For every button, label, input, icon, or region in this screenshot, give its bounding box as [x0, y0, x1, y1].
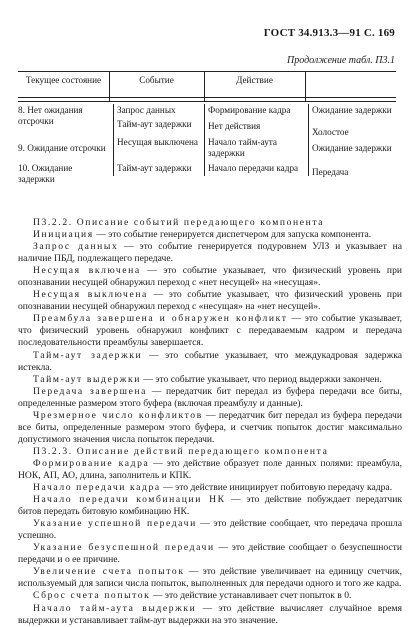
- table-cell-next: Передача: [312, 167, 349, 177]
- paragraph: Запрос данных — это событие генерируется подуровнем УЛЗ и указывает на наличие ПБД, подлежащего передаче.: [18, 241, 403, 265]
- table-cell-next: Ожидание задержки: [312, 143, 392, 153]
- table-cell-event: Тайм-аут задержки: [117, 163, 192, 173]
- paragraph: Передача завершена — передатчик бит передал из буфера передачи все биты, определенные размером этого буфера (включая преамбулу и данные).: [18, 385, 402, 409]
- table-cell-next: Ожидание задержки: [312, 105, 392, 115]
- table-cell-event: Несущая выключена: [117, 137, 198, 147]
- table-cell-event: Запрос данных: [117, 105, 176, 115]
- column-header: Текущее состояние: [25, 75, 102, 85]
- paragraph: Указание успешной передачи — это действие сообщает, что передача прошла успешно.: [18, 518, 402, 542]
- paragraph: Сброс счета попыток — это действие устанавливает счет попыток в 0.: [33, 590, 352, 602]
- paragraph: Увеличение счета попыток — это действие увеличивает на единицу счетчик, используемый для записи числа попыток, выполненных для передачи одного и того же кадра.: [18, 566, 402, 590]
- paragraph: Начало тайм-аута выдержки — это действие вычисляет случайное время выдержки и устанавливает тайм-аут выдержки на это значение.: [18, 602, 402, 626]
- paragraph: П3.2.2. Описание событий передающего компонента: [33, 217, 325, 228]
- table-cell-state: 10. Ожидание задержки: [18, 163, 73, 184]
- paragraph: Несущая выключена — это событие указывает, что физический уровень при опознавании несущей обнаружил переход с «несущая» на «нет несущей».: [18, 289, 402, 313]
- paragraph: П3.2.3. Описание действий передающего компонента: [33, 445, 329, 457]
- table-cell-action: Формирование кадра: [208, 105, 291, 115]
- table-cell-state: 8. Нет ожидания отсрочки: [18, 105, 83, 126]
- body-text: [18, 217, 402, 627]
- paragraph: Инициация — это событие генерируется диспетчером для запуска компонента.: [33, 229, 372, 241]
- paragraph: Тайм-аут задержки — это событие указывает, что междукадровая задержка истекла.: [18, 349, 402, 373]
- paragraph: Указание безуспешной передачи — это действие сообщает о безуспешности передачи и о ее причине.: [18, 542, 403, 566]
- paragraph: Начало передачи комбинации НК — это действие побуждает передатчик битов передать битовую комбинацию НК.: [18, 494, 403, 518]
- page-header: ГОСТ 34.913.3—91 С. 169: [263, 27, 395, 39]
- table-caption: Продолжение табл. П3.1: [287, 55, 395, 66]
- table-cell-event: Тайм-аут задержки: [117, 119, 192, 129]
- paragraph: Тайм-аут выдержки — это событие указывает, что период выдержки закончен.: [33, 373, 382, 385]
- column-header: Событие: [139, 75, 174, 85]
- table-cell-action: Начало тайм-аута задержки: [208, 137, 278, 158]
- paragraph: Начало передачи кадра — это действие инициирует побитовую передачу кадра.: [33, 482, 393, 494]
- paragraph: Преамбула завершена и обнаружен конфликт — это событие указывает, что физический уровень обнаружил конфликт с передаваемым кадром и передача последовательности преамбулы завершается.: [18, 313, 403, 349]
- column-header: Действие: [236, 75, 273, 85]
- table-cell-action: Нет действия: [208, 121, 261, 131]
- paragraph: Формирование кадра — это действие образует поле данных полями: преамбула, НОК, АП, АО, длина, заполнитель и КПК.: [18, 457, 402, 481]
- table-cell-next: Холостое: [312, 127, 349, 137]
- paragraph: Несущая включена — это событие указывает, что физический уровень при опознавании несущей обнаружил переход с «нет несущей» на «несущая».: [18, 265, 402, 289]
- table-cell-state: 9. Ожидание отсрочки: [18, 143, 106, 153]
- table-cell-action: Начало передачи кадра: [208, 163, 299, 173]
- paragraph: Чрезмерное число конфликтов — передатчик бит передал из буфера передачи все биты, определенные размером этого буфера, и счетчик попыток достиг максимально допустимого значения числа попыток передачи.: [18, 409, 402, 445]
